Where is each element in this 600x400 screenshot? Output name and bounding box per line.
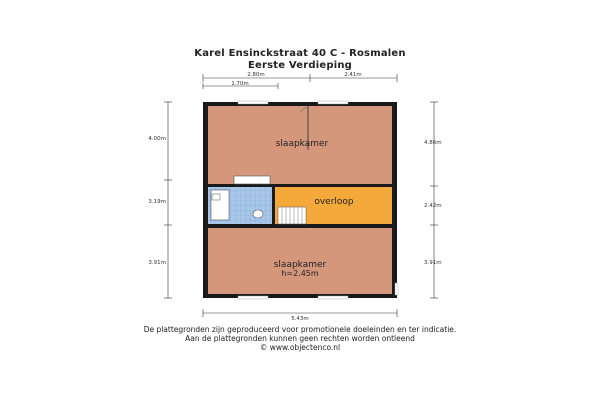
window-bottom-2 [318,296,348,299]
dim-right-top: 4.86m [424,140,442,146]
window-bottom-1 [238,296,268,299]
room-label-bottom-bedroom: slaapkamer [273,260,327,270]
dim-top-left: 2.80m [247,72,265,78]
window-top-1 [238,101,268,104]
room-label-landing: overloop [314,197,354,207]
right-dimensions [424,102,442,298]
window-top-2 [318,101,348,104]
dim-left-top: 4.00m [148,136,166,142]
footer-disclaimer-1: De plattegronden zijn geproduceerd voor promotionele doeleinden en ter indicatie. [143,325,457,334]
staircase [278,207,306,224]
bottom-dimensions [203,309,397,322]
dim-left-mid: 3.19m [148,199,166,205]
left-dimensions [148,102,172,298]
dim-left-bottom: 3.91m [148,260,166,266]
plan-title: Karel Ensinckstraat 40 C - Rosmalen [194,48,406,59]
dim-top-inner: 1.70m [231,81,249,87]
dim-right-bottom: 3.91m [424,260,442,266]
window-right [395,283,398,295]
plan-subtitle: Eerste Verdieping [247,60,353,71]
dim-top-right: 2.41m [344,72,362,78]
top-dimensions [203,72,397,89]
footer-disclaimer-2: Aan de plattegronden kunnen geen rechten worden ontleend [185,334,415,343]
sink [212,194,220,200]
room-label-top-bedroom: slaapkamer [275,139,329,149]
bathtub [234,176,270,184]
footer-copyright: © www.objectenco.nl [259,343,341,352]
dim-bottom: 5.43m [291,316,309,322]
toilet [253,210,263,218]
dim-right-mid: 2.42m [424,203,442,209]
room-height-bottom-bedroom: h=2.45m [281,269,319,278]
